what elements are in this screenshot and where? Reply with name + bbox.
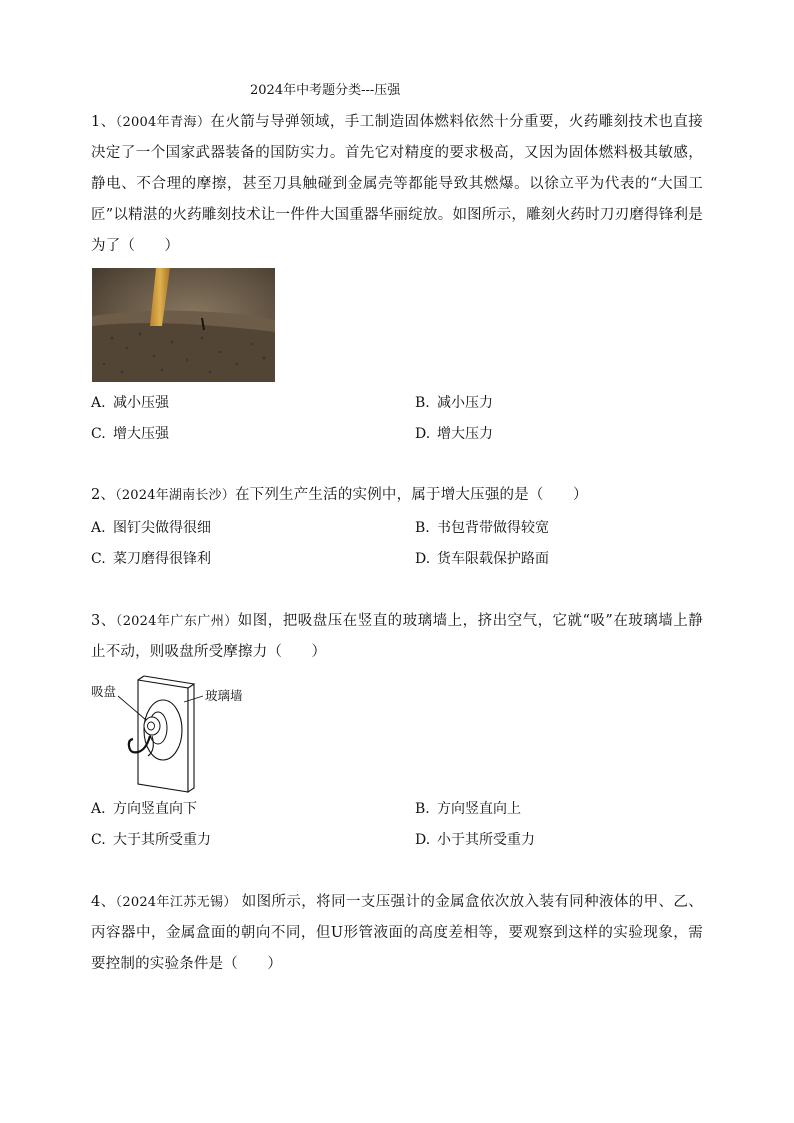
page-title: 2024年中考题分类---压强	[250, 83, 401, 98]
question-text: 在下列生产生活的实例中，属于增大压强的是（ ）	[234, 487, 588, 503]
option-1c[interactable]: C. 增大压强	[91, 426, 169, 442]
suction-cup-diagram	[88, 672, 258, 794]
option-1a[interactable]: A. 减小压强	[91, 395, 169, 411]
question-text: 在火箭与导弹领域，手工制造固体燃料依然十分重要，火药雕刻技术也直接决定了一个国家武器装备的国防实力。首先它对精度的要求极高，又因为固体燃料极其敏感，静电、不合理的摩擦，甚至刀具触碰到金属壳等都能导致其燃爆。以徐立平为代表的“大国工匠”以精湛的火药雕刻技术让一件件大国重器华丽绽放。如图所示，雕刻火药时刀刃磨得锋利是为了（ ）	[91, 114, 703, 254]
question-4	[91, 887, 703, 980]
carving-image	[92, 268, 275, 382]
option-2d[interactable]: D. 货车限载保护路面	[415, 551, 549, 567]
question-text: 如图所示，将同一支压强计的金属盒依次放入装有同种液体的甲、乙、丙容器中，金属盒面的朝向不同，但U形管液面的高度差相等，要观察到这样的实验现象，需要控制的实验条件是（ ）	[91, 894, 703, 972]
question-source: （2024年江苏无锡）	[115, 895, 237, 910]
question-text: 如图，把吸盘压在竖直的玻璃墙上，挤出空气，它就“吸”在玻璃墙上静止不动，则吸盘所受摩擦力（ ）	[91, 613, 703, 660]
question-number: 2、	[91, 487, 116, 503]
option-2a[interactable]: A. 图钉尖做得很细	[91, 520, 211, 536]
question-number: 4、	[91, 894, 116, 910]
option-1b[interactable]: B. 减小压力	[415, 395, 493, 411]
option-3b[interactable]: B. 方向竖直向上	[415, 801, 521, 817]
option-3d[interactable]: D. 小于其所受重力	[415, 832, 535, 848]
question-source: （2004年青海）	[115, 115, 211, 130]
question-2	[91, 480, 703, 511]
question-number: 3、	[91, 613, 116, 629]
label-suction-cup: 吸盘	[91, 684, 117, 699]
option-3c[interactable]: C. 大于其所受重力	[91, 832, 211, 848]
option-2c[interactable]: C. 菜刀磨得很锋利	[91, 551, 211, 567]
option-2b[interactable]: B. 书包背带做得较宽	[415, 520, 549, 536]
question-number: 1、	[91, 114, 116, 130]
question-1	[91, 107, 703, 262]
question-source: （2024年湖南长沙）	[115, 488, 235, 503]
option-1d[interactable]: D. 增大压力	[415, 426, 493, 442]
question-source: （2024年广东广州）	[115, 614, 238, 629]
option-3a[interactable]: A. 方向竖直向下	[91, 801, 197, 817]
question-3	[91, 606, 703, 668]
label-glass-wall: 玻璃墙	[205, 688, 243, 703]
gunpowder-carving-photo	[92, 268, 275, 382]
